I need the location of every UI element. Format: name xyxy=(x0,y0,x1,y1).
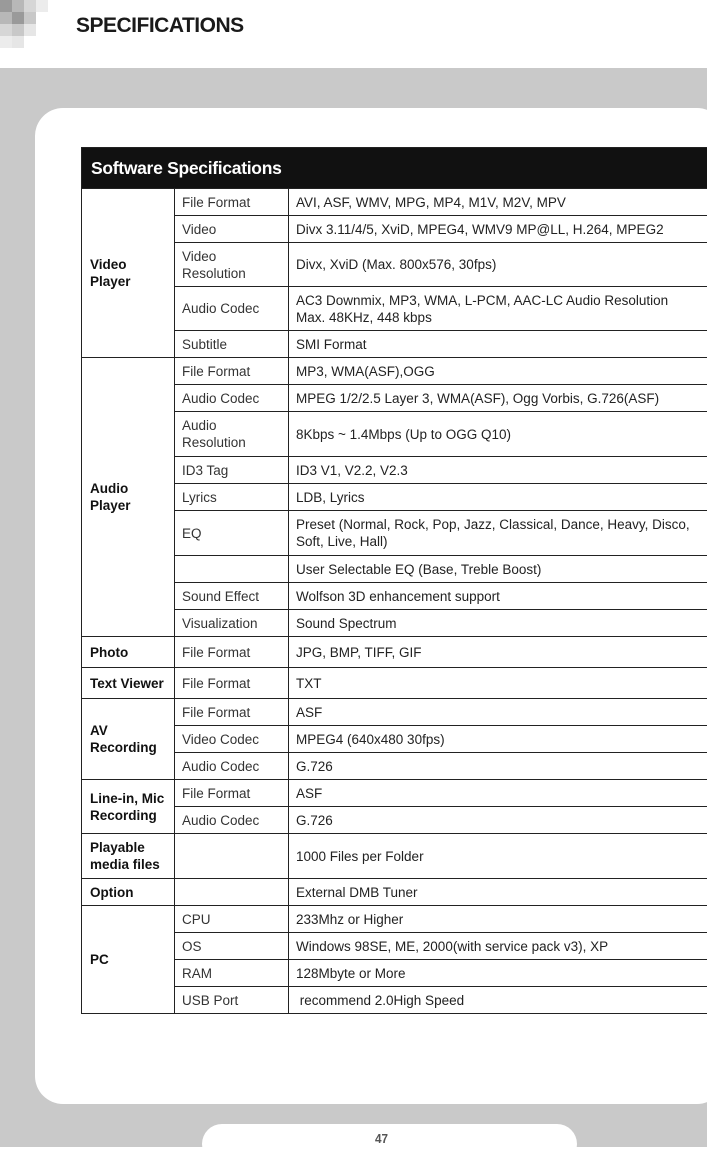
label-cell: Audio Codec xyxy=(175,807,289,834)
category-cell: Photo xyxy=(82,637,175,668)
value-cell: User Selectable EQ (Base, Treble Boost) xyxy=(289,556,707,583)
value-cell: MPEG 1/2/2.5 Layer 3, WMA(ASF), Ogg Vorbis, G.726(ASF) xyxy=(289,385,707,412)
label-cell: Audio Codec xyxy=(175,385,289,412)
table-row xyxy=(82,484,707,511)
table-row xyxy=(82,906,707,933)
label-cell: Audio Resolution xyxy=(175,412,289,457)
label-cell: USB Port xyxy=(175,987,289,1014)
label-cell: File Format xyxy=(175,699,289,726)
category-cell: Playable media files xyxy=(82,834,175,879)
table-row xyxy=(82,511,707,556)
value-cell: ASF xyxy=(289,780,707,807)
category-cell: Line-in, Mic Recording xyxy=(82,780,175,834)
table-row xyxy=(82,216,707,243)
label-cell: Sound Effect xyxy=(175,583,289,610)
value-cell: Sound Spectrum xyxy=(289,610,707,637)
label-cell: CPU xyxy=(175,906,289,933)
value-cell: Wolfson 3D enhancement support xyxy=(289,583,707,610)
table-row xyxy=(82,668,707,699)
value-cell: 8Kbps ~ 1.4Mbps (Up to OGG Q10) xyxy=(289,412,707,457)
table-row xyxy=(82,780,707,807)
value-cell: External DMB Tuner xyxy=(289,879,707,906)
table-row xyxy=(82,879,707,906)
label-cell: Video Codec xyxy=(175,726,289,753)
label-cell xyxy=(175,879,289,906)
value-cell: MPEG4 (640x480 30fps) xyxy=(289,726,707,753)
page-header xyxy=(0,0,707,68)
label-cell xyxy=(175,556,289,583)
value-cell: G.726 xyxy=(289,753,707,780)
label-cell xyxy=(175,834,289,879)
category-cell: Video Player xyxy=(82,189,175,358)
value-cell: Preset (Normal, Rock, Pop, Jazz, Classical, Dance, Heavy, Disco, Soft, Live, Hall) xyxy=(289,511,707,556)
label-cell: File Format xyxy=(175,780,289,807)
value-cell: JPG, BMP, TIFF, GIF xyxy=(289,637,707,668)
logo-squares-icon xyxy=(0,0,48,48)
label-cell: OS xyxy=(175,933,289,960)
table-row xyxy=(82,385,707,412)
table-row xyxy=(82,726,707,753)
table-row xyxy=(82,331,707,358)
label-cell: File Format xyxy=(175,637,289,668)
table-row xyxy=(82,699,707,726)
value-cell: ASF xyxy=(289,699,707,726)
value-cell: 1000 Files per Folder xyxy=(289,834,707,879)
table-row xyxy=(82,556,707,583)
label-cell: ID3 Tag xyxy=(175,457,289,484)
label-cell: File Format xyxy=(175,189,289,216)
label-cell: Lyrics xyxy=(175,484,289,511)
category-cell: Text Viewer xyxy=(82,668,175,699)
value-cell: Divx, XviD (Max. 800x576, 30fps) xyxy=(289,243,707,287)
label-cell: File Format xyxy=(175,358,289,385)
value-cell: 233Mhz or Higher xyxy=(289,906,707,933)
value-cell: AC3 Downmix, MP3, WMA, L-PCM, AAC-LC Audio Resolution Max. 48KHz, 448 kbps xyxy=(289,287,707,331)
label-cell: EQ xyxy=(175,511,289,556)
value-cell: AVI, ASF, WMV, MPG, MP4, M1V, M2V, MPV xyxy=(289,189,707,216)
value-cell: TXT xyxy=(289,668,707,699)
table-row xyxy=(82,412,707,457)
value-cell: 128Mbyte or More xyxy=(289,960,707,987)
table-row xyxy=(82,834,707,879)
table-row xyxy=(82,807,707,834)
value-cell: Divx 3.11/4/5, XviD, MPEG4, WMV9 MP@LL, H.264, MPEG2 xyxy=(289,216,707,243)
table-header-row xyxy=(82,148,707,189)
table-row xyxy=(82,610,707,637)
category-cell: Audio Player xyxy=(82,358,175,637)
table-row xyxy=(82,987,707,1014)
value-cell: SMI Format xyxy=(289,331,707,358)
category-cell: Option xyxy=(82,879,175,906)
table-title: Software Specifications xyxy=(82,148,707,189)
table-row xyxy=(82,583,707,610)
value-cell: MP3, WMA(ASF),OGG xyxy=(289,358,707,385)
label-cell: Audio Codec xyxy=(175,287,289,331)
table-row xyxy=(82,637,707,668)
table-row xyxy=(82,753,707,780)
label-cell: Subtitle xyxy=(175,331,289,358)
value-cell: LDB, Lyrics xyxy=(289,484,707,511)
label-cell: Video xyxy=(175,216,289,243)
table-row xyxy=(82,457,707,484)
value-cell: recommend 2.0High Speed xyxy=(289,987,707,1014)
table-row xyxy=(82,287,707,331)
category-cell: PC xyxy=(82,906,175,1014)
table-row xyxy=(82,960,707,987)
value-cell: ID3 V1, V2.2, V2.3 xyxy=(289,457,707,484)
label-cell: File Format xyxy=(175,668,289,699)
page-title: SPECIFICATIONS xyxy=(76,14,244,38)
table-row xyxy=(82,933,707,960)
label-cell: Audio Codec xyxy=(175,753,289,780)
label-cell: Visualization xyxy=(175,610,289,637)
value-cell: Windows 98SE, ME, 2000(with service pack v3), XP xyxy=(289,933,707,960)
category-cell: AV Recording xyxy=(82,699,175,780)
value-cell: G.726 xyxy=(289,807,707,834)
page-number: 47 xyxy=(38,1131,707,1146)
label-cell: RAM xyxy=(175,960,289,987)
table-row xyxy=(82,243,707,287)
table-row xyxy=(82,358,707,385)
table-row xyxy=(82,189,707,216)
software-specifications-table xyxy=(81,147,707,1014)
label-cell: Video Resolution xyxy=(175,243,289,287)
